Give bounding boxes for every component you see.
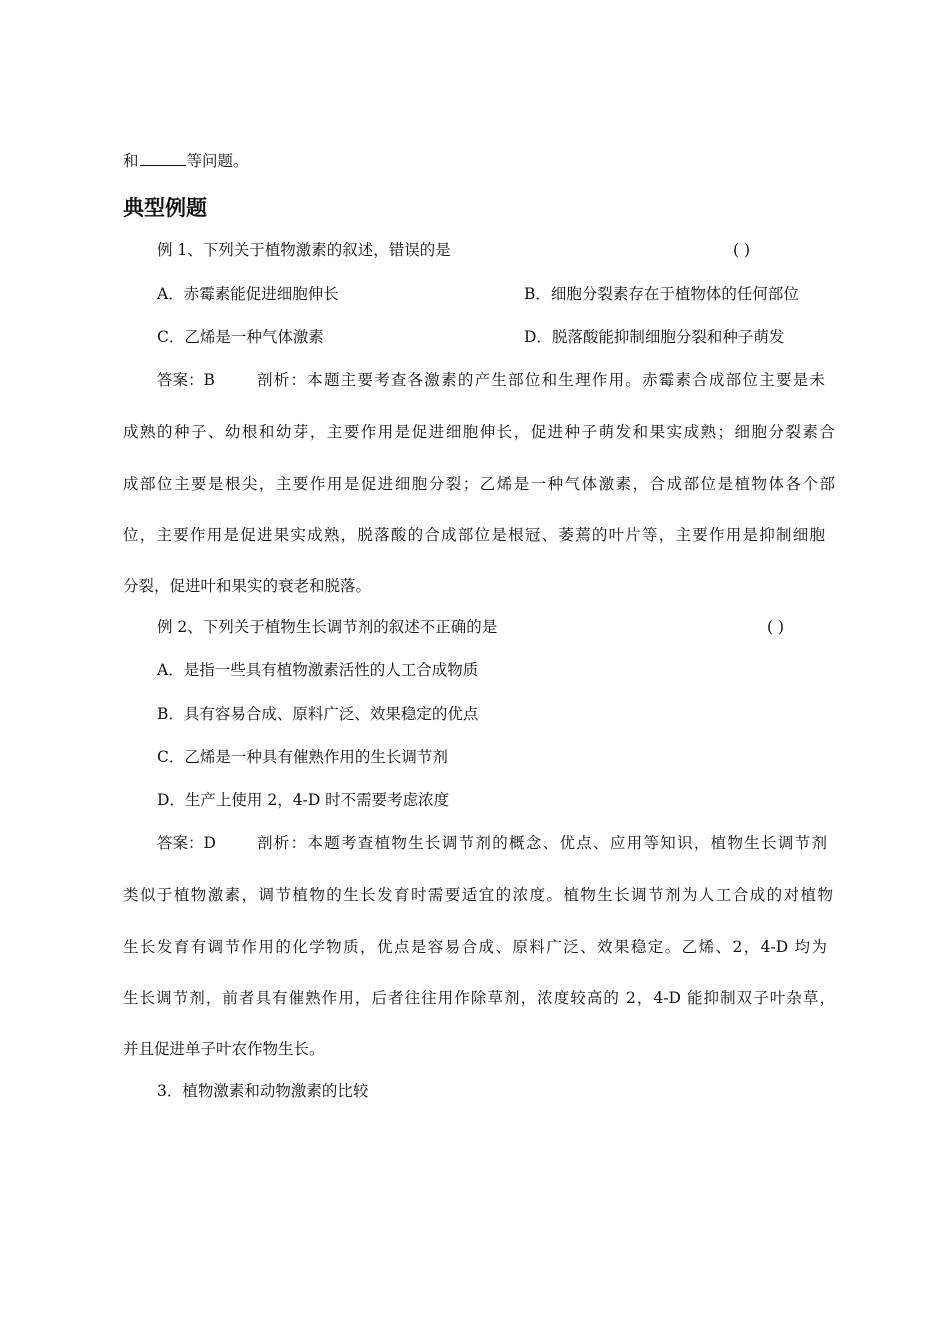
fill-blank (140, 151, 186, 166)
q2-analysis-line: 并且促进单子叶农作物生长。 (123, 1040, 325, 1058)
q1-analysis-line: 成熟的种子、幼根和幼芽，主要作用是促进细胞伸长，促进种子萌发和果实成熟；细胞分裂素合 (123, 423, 835, 441)
q1-analysis-line: 位，主要作用是促进果实成熟，脱落酸的合成部位是根冠、萎蔫的叶片等，主要作用是抑制细胞 (123, 526, 825, 544)
q2-analysis-line: 类似于植物激素，调节植物的生长发育时需要适宜的浓度。植物生长调节剂为人工合成的对植物 (123, 886, 833, 904)
q1-option-a: A．赤霉素能促进细胞伸长 (157, 285, 339, 303)
q1-answer-bracket: ( ) (733, 241, 751, 259)
q2-option-d: D．生产上使用 2，4-D 时不需要考虑浓度 (157, 791, 450, 809)
q2-stem: 例 2、下列关于植物生长调节剂的叙述不正确的是 (157, 618, 498, 636)
q2-analysis-line: 剖析：本题考查植物生长调节剂的概念、优点、应用等知识，植物生长调节剂 (257, 834, 827, 852)
q2-option-c: C．乙烯是一种具有催熟作用的生长调节剂 (157, 748, 448, 766)
q2-analysis-line: 生长发育有调节作用的化学物质，优点是容易合成、原料广泛、效果稳定。乙烯、2，4-D 均为 (123, 938, 827, 956)
section3-title: 3．植物激素和动物激素的比较 (157, 1082, 369, 1100)
q1-option-b: B．细胞分裂素存在于植物体的任何部位 (524, 285, 799, 303)
q2-analysis-line: 生长调节剂，前者具有催熟作用，后者往往用作除草剂，浓度较高的 2，4-D 能抑制双子叶杂草， (123, 989, 835, 1007)
q1-option-c: C．乙烯是一种气体激素 (157, 328, 324, 346)
section-title: 典型例题 (123, 196, 207, 220)
q1-analysis-line: 分裂，促进叶和果实的衰老和脱落。 (123, 577, 372, 595)
intro-before: 和 (123, 152, 139, 170)
q1-answer: 答案：B (157, 371, 215, 389)
q1-analysis-line: 成部位主要是根尖，主要作用是促进细胞分裂；乙烯是一种气体激素，合成部位是植物体各个部 (123, 475, 835, 493)
intro-line (123, 151, 249, 171)
intro-after: 等问题。 (186, 152, 249, 170)
q1-stem: 例 1、下列关于植物激素的叙述，错误的是 (157, 241, 451, 259)
q2-answer-bracket: ( ) (767, 618, 785, 636)
q2-option-a: A．是指一些具有植物激素活性的人工合成物质 (157, 661, 479, 679)
q1-option-d: D．脱落酸能抑制细胞分裂和种子萌发 (524, 328, 785, 346)
q1-analysis-line: 剖析：本题主要考查各激素的产生部位和生理作用。赤霉素合成部位主要是未 (257, 371, 825, 389)
q2-option-b: B．具有容易合成、原料广泛、效果稳定的优点 (157, 705, 479, 723)
q2-answer: 答案：D (157, 834, 216, 852)
